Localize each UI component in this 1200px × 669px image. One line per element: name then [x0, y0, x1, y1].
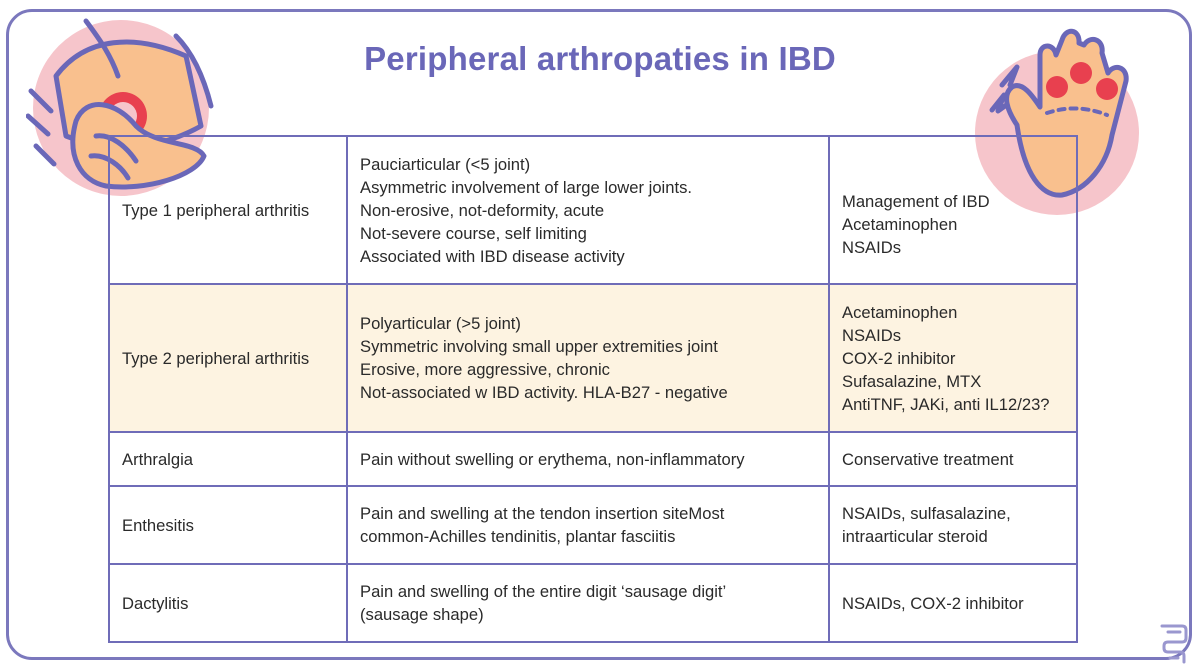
page-title: Peripheral arthropaties in IBD [364, 40, 836, 77]
cell-treatment: NSAIDs, sulfasalazine, intraarticular steroid [829, 486, 1077, 564]
cell-features: Pain and swelling at the tendon insertion siteMost common-Achilles tendinitis, plantar fasciitis [347, 486, 829, 564]
arthropathy-table [108, 135, 1078, 643]
cell-type: Enthesitis [109, 486, 347, 564]
table-row-enthesitis [109, 486, 1077, 564]
publisher-logo-icon [1156, 622, 1190, 664]
cell-features: Pain without swelling or erythema, non-inflammatory [347, 432, 829, 486]
cell-type: Type 2 peripheral arthritis [109, 284, 347, 432]
cell-features: Polyarticular (>5 joint) Symmetric involving small upper extremities joint Erosive, more aggressive, chronic Not-associated w IBD activity. HLA-B27 - negative [347, 284, 829, 432]
cell-features: Pain and swelling of the entire digit ‘sausage digit’ (sausage shape) [347, 564, 829, 642]
table-row-arthralgia [109, 432, 1077, 486]
cell-treatment: NSAIDs, COX-2 inhibitor [829, 564, 1077, 642]
cell-treatment: Management of IBD Acetaminophen NSAIDs [829, 136, 1077, 284]
table-row-type2 [109, 284, 1077, 432]
table-row-dactylitis [109, 564, 1077, 642]
cell-type: Dactylitis [109, 564, 347, 642]
cell-type: Arthralgia [109, 432, 347, 486]
table-row-type1 [109, 136, 1077, 284]
cell-type: Type 1 peripheral arthritis [109, 136, 347, 284]
cell-features: Pauciarticular (<5 joint) Asymmetric involvement of large lower joints. Non-erosive, not-deformity, acute Not-severe course, self limiting Associated with IBD disease activity [347, 136, 829, 284]
cell-treatment: Conservative treatment [829, 432, 1077, 486]
cell-treatment: Acetaminophen NSAIDs COX-2 inhibitor Sufasalazine, MTX AntiTNF, JAKi, anti IL12/23? [829, 284, 1077, 432]
